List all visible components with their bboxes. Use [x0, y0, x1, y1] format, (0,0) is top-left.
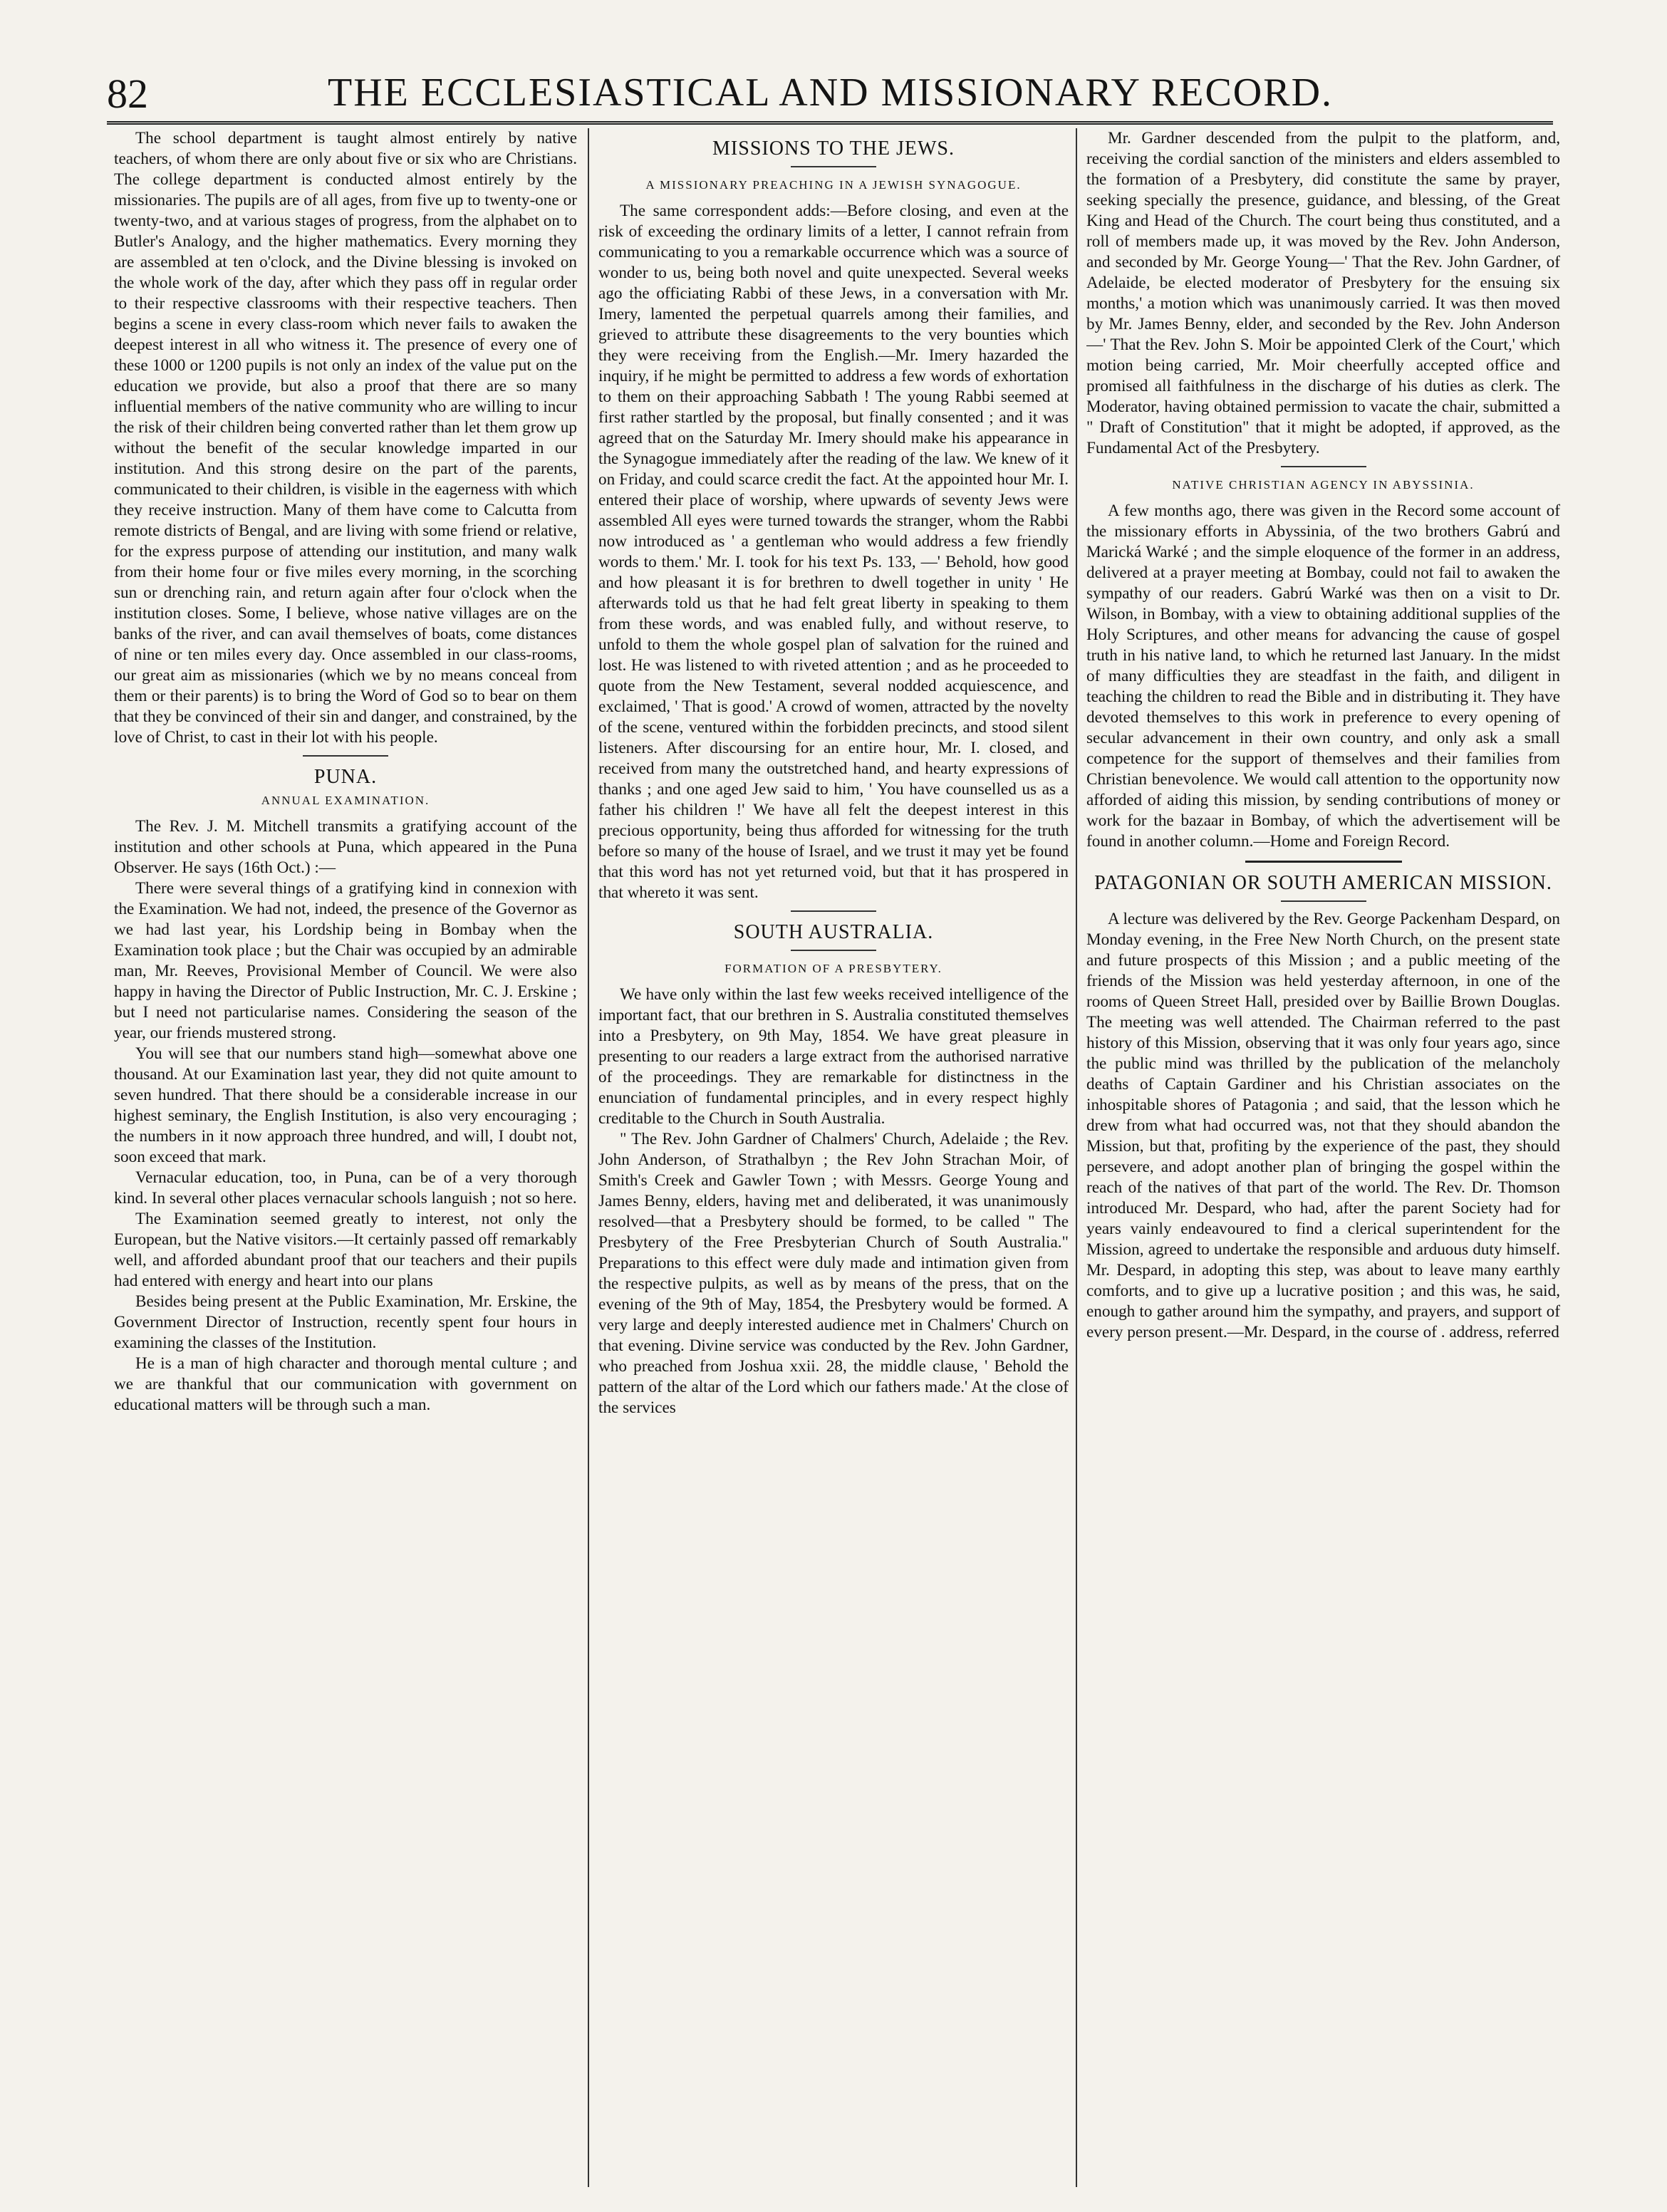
- column-right: [1086, 128, 1560, 2194]
- ornamental-rule: [1245, 861, 1402, 863]
- page-header: [107, 66, 1553, 117]
- paragraph: " The Rev. John Gardner of Chalmers' Church, Adelaide ; the Rev. John Anderson, of Strathalbyn ; the Rev John Strachan Moir, of Smith's Creek and Gawler Town ; with Messrs. George Young and James Benny, elders, having met and deliberated, it was unanimously resolved—that a Presbytery should be formed, to be called " The Presbytery of the Free Presbyterian Church of South Australia." Preparations to this effect were duly made and intimation given from the respective pulpits, as well as by means of the press, that on the evening of the 9th of May, 1854, the Presbytery would be formed. A very large and deeply interested audience met in Chalmers' Church on that evening. Divine service was conducted by the Rev. John Gardner, who preached from Joshua xxii. 28, the middle clause, ' Behold the pattern of the altar of the Lord which our fathers made.' At the close of the services: [598, 1130, 1069, 1417]
- subheading-presbytery: FORMATION OF A PRESBYTERY.: [725, 962, 942, 975]
- section-rule: [303, 755, 388, 757]
- paragraph: We have only within the last few weeks received intelligence of the important fact, that our brethren in S. Australia constituted themselves into a Presbytery, on 9th May, 1854. We have great pleasure in presenting to our readers a large extract from the authorised narrative of the proceedings. They are remarkable for distinctness in the enunciation of fundamental principles, and in every respect highly creditable to the Church in South Australia.: [598, 985, 1069, 1128]
- header-rule: [107, 121, 1553, 125]
- paragraph: A lecture was delivered by the Rev. George Packenham Despard, on Monday evening, in the Free New North Church, on the present state and future prospects of this Mission ; and a public meeting of the friends of the Mission was held yesterday afternoon, in one of the rooms of Queen Street Hall, presided over by Baillie Brown Douglas. The meeting was well attended. The Chairman referred to the past history of this Mission, observing that it was only four years ago, since the public mind was thrilled by the publication of the melancholy deaths of Captain Gardiner and his Christian associates on the inhospitable shores of Patagonia ; and said, that the lesson which he drew from what had occurred was, not that they should abandon the Mission, but that, profiting by the experience of the past, they should persevere, and adopt another plan of bringing the gospel within the reach of the natives of that part of the world. The Rev. Dr. Thomson introduced Mr. Despard, who had, after the parent Society had for years vainly endeavoured to find a clerical superintendent for the Mission, agreed to undertake the responsible and arduous duty himself. Mr. Despard, in adopting this step, was about to leave many earthly comforts, and to give up a lucrative position ; and this was, he said, enough to gather around him the sympathy, and prayers, and support of every person present.—Mr. Despard, in the course of . address, referred: [1086, 910, 1560, 1341]
- paragraph: Mr. Gardner descended from the pulpit to the platform, and, receiving the cordial sanction of the ministers and elders assembled to the formation of a Presbytery, did constitute the same by prayer, seeking specially the presence, guidance, and blessing, of the Great King and Head of the Church. The court being thus constituted, and a roll of members made up, it was moved by the Rev. John Anderson, and seconded by Mr. George Young—' That the Rev. John Gardner, of Adelaide, be elected moderator of Presbytery for the ensuing six months,' a motion which was unanimously carried. It was then moved by Mr. James Benny, elder, and seconded by the Rev. John Anderson—' That the Rev. John S. Moir be appointed Clerk of the Court,' which motion being carried, Mr. Moir cheerfully accepted office and promised all faithfulness in the discharge of his duties as clerk. The Moderator, having obtained permission to vacate the chair, submitted a " Draft of Constitution" that it might be adopted, if approved, as the Fundamental Act of the Presbytery.: [1086, 129, 1560, 457]
- paragraph: He is a man of high character and thorough mental culture ; and we are thankful that our communication with government on educational matters will be through such a man.: [114, 1354, 577, 1414]
- subheading-synagogue: A MISSIONARY PREACHING IN A JEWISH SYNAGOGUE.: [645, 178, 1022, 192]
- subheading-abyssinia: NATIVE CHRISTIAN AGENCY IN ABYSSINIA.: [1172, 478, 1475, 492]
- column-divider: [588, 128, 589, 2187]
- section-heading-puna: PUNA.: [313, 766, 378, 788]
- paragraph: You will see that our numbers stand high—somewhat above one thousand. At our Examination last year, they did not quite amount to seven hundred. That there should be a considerable increase in our highest seminary, the English Institution, is also very encouraging ; the numbers in it now approach three hundred, and will, I doubt not, soon exceed that mark.: [114, 1044, 577, 1166]
- paragraph: The Examination seemed greatly to interest, not only the European, but the Native visitors.—It certainly passed off remarkably well, and afforded abundant proof that our teachers and their pupils had entered with energy and heart into our plans: [114, 1210, 577, 1290]
- paragraph: The school department is taught almost entirely by native teachers, of whom there are only about five or six who are Christians. The college department is conducted almost entirely by the missionaries. The pupils are of all ages, from five up to twenty-one or twenty-two, and at various stages of progress, from the alphabet on to Butler's Analogy, and the higher mathematics. Every morning they are assembled at ten o'clock, and the Divine blessing is invoked on the whole work of the day, after which they pass off in regular order to their respective classrooms with their respective teachers. Then begins a scene in every class-room which never fails to awaken the deepest interest in all who witness it. The presence of every one of these 1000 or 1200 pupils is not only an index of the value put on the education we provide, but also a proof that there are so many influential members of the native community who are willing to incur the risk of their children being converted rather than let them grow up without the benefit of the secular knowledge imparted in our institution. And this strong desire on the part of the parents, communicated to their children, is visible in the eagerness with which they receive instruction. Many of them have come to Calcutta from remote districts of Bengal, and are living with some friend or relative, for the express purpose of attending our institution, and many walk from their home four or five miles every morning, in the scorching sun or drenching rain, and return again after four o'clock when the institution closes. Some, I believe, whose native villages are on the banks of the river, and can avail themselves of boats, come distances of nine or ten miles every day. Once assembled in our class-rooms, our great aim as missionaries (which we by no means conceal from them or their parents) is to bring the Word of God so to bear on them that they be convinced of their sin and danger, and constrained, by the love of Christ, to cast in their lot with his people.: [114, 129, 577, 747]
- column-left: [114, 128, 577, 2194]
- subheading-annual-examination: ANNUAL EXAMINATION.: [261, 794, 430, 807]
- section-rule: [791, 910, 876, 912]
- section-rule: [1281, 466, 1366, 467]
- paragraph: The Rev. J. M. Mitchell transmits a gratifying account of the institution and other schools at Puna, which appeared in the Puna Observer. He says (16th Oct.) :—: [114, 817, 577, 877]
- column-middle: [598, 128, 1069, 2194]
- paragraph: Vernacular education, too, in Puna, can be of a very thorough kind. In several other places vernacular schools languish ; not so here.: [114, 1168, 577, 1208]
- running-title: THE ECCLESIASTICAL AND MISSIONARY RECORD.: [328, 71, 1334, 115]
- column-divider: [1076, 128, 1077, 2187]
- paragraph: The same correspondent adds:—Before closing, and even at the risk of exceeding the ordinary limits of a letter, I cannot refrain from communicating to you a remarkable occurrence which was a source of wonder to us, being both novel and quite unexpected. Several weeks ago the officiating Rabbi of these Jews, in a conversation with Mr. Imery, lamented the perpetual quarrels among their families, and grieved to attribute these disagreements to the very bounties which they were receiving from the English.—Mr. Imery hazarded the inquiry, if he might be permitted to address a few words of exhortation to them on their approaching Sabbath ! The young Rabbi seemed at first rather startled by the proposal, but finally consented ; and it was agreed that on the Saturday Mr. Imery should make his appearance in the Synagogue immediately after the reading of the law. We knew of it on Friday, and could scarce credit the fact. At the appointed hour Mr. I. entered their place of worship, where upwards of seventy Jews were assembled All eyes were turned towards the stranger, whom the Rabbi now introduced as ' a gentleman who would address a few friendly words to them.' Mr. I. took for his text Ps. 133, —' Behold, how good and how pleasant it is for brethren to dwell together in unity ' He afterwards told us that he had felt great liberty in speaking to them from these words, and was enabled fully, and without reserve, to unfold to them the whole gospel plan of salvation for the ruined and lost. He was listened to with riveted attention ; and as he proceeded to quote from the New Testament, several nodded acquiescence, and exclaimed, ' That is good.' A crowd of women, attracted by the novelty of the scene, ventured within the forbidden precincts, and stood silent listeners. After discoursing for an entire hour, Mr. I. closed, and received from many the outstretched hand, and hearty expressions of thanks ; and one aged Jew said to him, ' You have counselled us as a father his children !' We have all felt the deepest interest in this precious opportunity, being thus afforded for witnessing for the truth before so many of the house of Israel, and we trust it may yet be found that this word has not yet returned void, but that it has prospered in that whereto it was sent.: [598, 202, 1069, 902]
- section-rule: [791, 950, 876, 951]
- paragraph: There were several things of a gratifying kind in connexion with the Examination. We had not, indeed, the presence of the Governor as we had last year, his Lordship being in Bombay when the Examination took place ; but the Chair was occupied by an admirable man, Mr. Reeves, Provisional Member of Council. We were also happy in having the Director of Public Instruction, Mr. C. J. Erskine ; but I need not particularise names. Considering the season of the year, our friends mustered strong.: [114, 879, 577, 1042]
- section-heading-missions-to-jews: MISSIONS TO THE JEWS.: [712, 137, 955, 160]
- paragraph: A few months ago, there was given in the Record some account of the missionary efforts in Abyssinia, of the two brothers Gabrú and Marická Warké ; and the simple eloquence of the former in an address, delivered at a prayer meeting at Bombay, could not fail to awaken the sympathy of our readers. Gabrú Warké was then on a visit to Dr. Wilson, in Bombay, with a view to obtaining additional supplies of the Holy Scriptures, and other means for advancing the cause of gospel truth in his native land, to which he returned last January. In the midst of many difficulties they are steadfast in the faith, and diligent in teaching the children to read the Bible and in distributing it. They have devoted themselves to this work in preference to every opening of secular advancement in their own country, and only ask a small competence for the support of themselves and their families from Christian benevolence. We would call attention to the opportunity now afforded of aiding this mission, by sending contributions of money or work for the bazaar in Bombay, of which the advertisement will be found in another column.—Home and Foreign Record.: [1086, 502, 1560, 851]
- section-rule: [1281, 900, 1366, 902]
- section-heading-patagonian-mission: PATAGONIAN OR SOUTH AMERICAN MISSION.: [1094, 872, 1552, 894]
- page-number: 82: [107, 71, 148, 117]
- paragraph: Besides being present at the Public Examination, Mr. Erskine, the Government Director of Instruction, recently spent four hours in examining the classes of the Institution.: [114, 1292, 577, 1352]
- section-rule: [791, 166, 876, 167]
- section-heading-south-australia: SOUTH AUSTRALIA.: [733, 921, 934, 943]
